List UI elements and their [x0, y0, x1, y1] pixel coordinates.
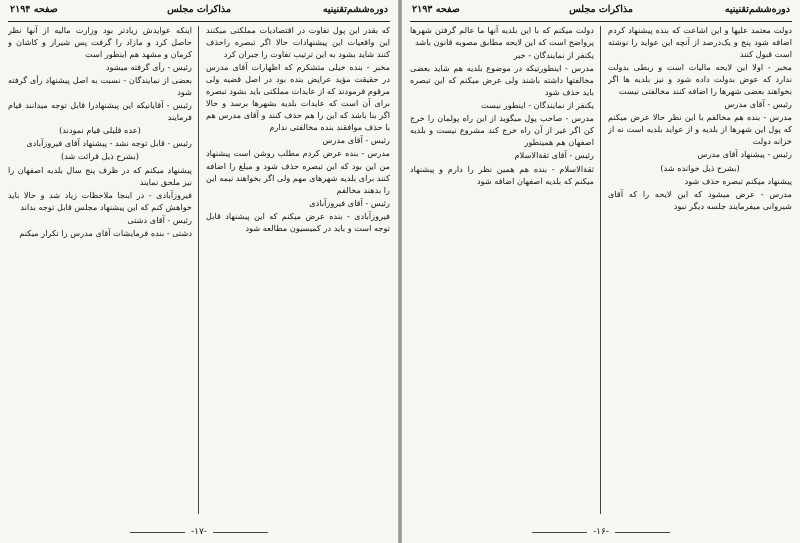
paragraph: مدرس - بنده هم مخالفم با این نظر حالا عرض میکنم که پول این شهرها از بلدیه و از عواید بلدیه است نه از خزانه دولت: [608, 112, 792, 147]
paragraph: ثقة‌الاسلام - بنده هم همین نظر را دارم و پیشنهاد میکنم که بلدیه اصفهان اضافه شود: [410, 163, 594, 186]
paragraph: مدرس - صاحب پول میگوید از این راه پولمان را خرج کن اگر غیر از آن راه خرج کند مشروع نیست و بلدیه اصفهان هم همینطور: [410, 113, 594, 148]
paragraph: یکنفر از نمایندگان - خیر: [513, 50, 594, 61]
paragraph: رئیس - پیشنهاد آقای مدرس: [697, 149, 792, 160]
right-header-title: مذاکرات مجلس: [569, 4, 633, 15]
paragraph: اینکه عوایدش زیادتر بود وزارت مالیه از آنها نظر حاصل کرد و مازاد را گرفت پس شیراز و کاشان و کرمان و مشهد هم اینطور است: [8, 25, 192, 60]
paragraph: رئیس - آقای دشتی: [127, 214, 192, 225]
paragraph: دشتی - بنده فرمایشات آقای مدرس را تکرار میکنم: [19, 227, 192, 238]
paragraph: رئیس - آقای مدرس: [322, 135, 390, 146]
right-page: [402, 0, 800, 543]
right-page-number: -۱۶-: [587, 527, 615, 537]
paragraph: رئیس - قابل توجه نشد - پیشنهاد آقای فیروزآبادی: [26, 138, 192, 149]
paragraph: مدرس - اینطورتیکه در موضوع بلدیه هم شاید بعضی مخالفتها داشته باشند ولی عرض میکنم که این تبصره باید حذف شود: [410, 63, 594, 98]
paragraph: (بشرح ذیل قرائت شد): [61, 151, 139, 162]
right-footer: [402, 527, 800, 539]
left-page-number: -۱۷-: [185, 527, 213, 537]
left-page-header: [10, 4, 388, 20]
left-page-right-column: [206, 24, 390, 514]
paragraph: مخبر - بنده خیلی متشکرم که اظهارات آقای مدرس در حقیقت مؤید عرایض بنده بود در اصل قضیه ولی مرقوم فرمودند که از عایدات مملکتی باید بشود تبصره برای آن است که عایدات بلدیه بشهرها برسد و حالا اگر بنا باشد که این را هم حذف کنند و آقای مدرس هم با حذف موافقند بنده مخالفتی ندارم: [206, 62, 390, 133]
paragraph: پیشنهاد میکنم که در ظرف پنج سال بلدیه اصفهان را نیز ملحق نمایند: [8, 164, 192, 187]
paragraph: فیروزآبادی - بنده عرض میکنم که این پیشنهاد قابل توجه است و باید در کمیسیون مطالعه شود: [206, 210, 390, 233]
left-column-divider: [198, 26, 199, 514]
paragraph: رئیس - آقای مدرس: [724, 99, 792, 110]
right-page-left-column: [410, 24, 594, 514]
right-page-right-column: [608, 24, 792, 514]
right-header-session: دوره‌ششم‌تقنینیه: [724, 4, 790, 15]
paragraph: پیشنهاد میکنم تبصره حذف شود: [684, 175, 792, 186]
paragraph: بعضی از نمایندگان - نسبت به اصل پیشنهاد رأی گرفته شود: [8, 75, 192, 98]
paragraph: فیروزآبادی - در اینجا ملاحظات زیاد شد و حالا باید خواهش کنم که این پیشنهاد مجلس قابل توجه بداند: [8, 189, 192, 212]
left-header-title: مذاکرات مجلس: [167, 4, 231, 15]
paragraph: رئیس - آقای ثقة‌الاسلام: [514, 150, 594, 161]
right-column-divider: [600, 26, 601, 514]
paragraph: (بشرح ذیل خوانده شد): [660, 162, 740, 173]
paragraph: (عده قلیلی قیام نمودند): [59, 125, 141, 136]
paragraph: مدرس - عرض میشود که این لایحه را که آقای شیروانی میفرمایند جلسه دیگر نبود: [608, 188, 792, 211]
left-header-session: دوره‌ششم‌تقنینیه: [322, 4, 388, 15]
paragraph: دولت میکنم که با این بلدیه آنها ما عالم گرفتن شهرها پرواضح است که این لایحه مطابق مصوبه قانون باشد: [410, 25, 594, 48]
paragraph: رئیس - آقای فیروزآبادی: [309, 197, 390, 208]
paragraph: مخبر - اولا این لایحه مالیات است و ربطی بدولت ندارد که عوض بدولت داده شود و نیز بلدیه ها اگر بخواهند بعضی شهرها را اضافه کنند مخالفتی نیست: [608, 62, 792, 97]
paragraph: رئیس - رأی گرفته میشود: [105, 62, 192, 73]
right-header-rule: [410, 21, 792, 22]
right-header-page-label: صفحه ۲۱۹۳: [412, 4, 460, 15]
right-page-header: [412, 4, 790, 20]
left-header-rule: [8, 21, 390, 22]
left-footer: [0, 527, 398, 539]
left-page-left-column: [8, 24, 192, 514]
paragraph: دولت معتمد علیها و این اشاعت که بنده پیشنهاد کردم اضافه شود پنج و یک‌درصد از آنچه این عواید را نوشته است قبول کنند: [608, 25, 792, 60]
paragraph: مدرس - بنده عرض کردم مطلب روشن است پیشنهاد من این بود که این تبصره حذف شود و مبلغ را اضافه کنند برای بلدیه شهرهای مهم ولی اگر بخواهند نیمه این را بدهند مخالفم: [206, 148, 390, 195]
left-header-page-label: صفحه ۲۱۹۴: [10, 4, 58, 15]
paragraph: یکنفر از نمایندگان - اینطور نیست: [481, 100, 594, 111]
paragraph: که بقدر این پول تفاوت در اقتصادیات مملکتی میکنند این واقعیات این پیشنهادات حالا اگر تبصره راحذف کنند شاید بشود به این ترتیب تفاوت را جبران کرد: [206, 25, 390, 60]
left-page: [0, 0, 398, 543]
paragraph: رئیس - آقایانیکه این پیشنهادرا قابل توجه میدانند قیام فرمایند: [8, 100, 192, 123]
